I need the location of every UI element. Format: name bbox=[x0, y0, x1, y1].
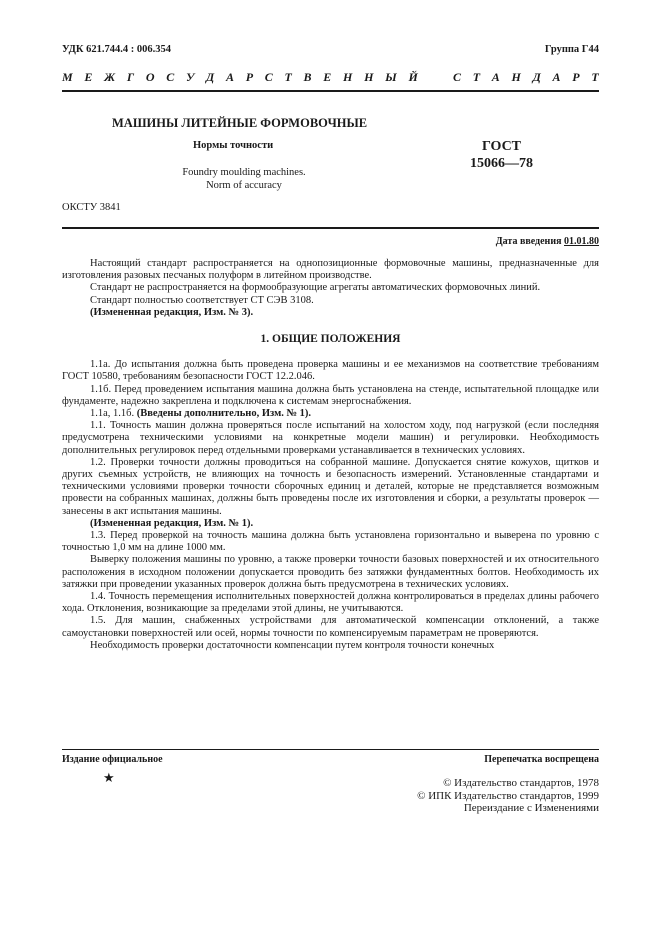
document-body bbox=[62, 258, 599, 652]
intro-paragraph-3: Стандарт полностью соответствует СТ СЭВ 3108. bbox=[90, 294, 314, 306]
intro-paragraph-1: Настоящий стандарт распространяется на однопозиционные формовочные машины, предназначенные для изготовления разовых песчаных полуформ в литейном производстве. bbox=[62, 258, 599, 282]
gost-designation bbox=[470, 138, 533, 172]
document-title: МАШИНЫ ЛИТЕЙНЫЕ ФОРМОВОЧНЫЕ bbox=[112, 116, 368, 130]
banner-letter: М bbox=[62, 70, 73, 84]
clause-1-4: 1.4. Точность перемещения исполнительных поверхностей должна контролироваться в пределах длины рабочего хода. Отклонения, возникающие за пределами этой длины, не учитываются. bbox=[62, 591, 599, 615]
reissue-note: Переиздание с Изменениями bbox=[463, 802, 599, 814]
banner-letter: Е bbox=[323, 70, 332, 84]
banner-letter: А bbox=[491, 70, 500, 84]
clause-1-5-continued: Необходимость проверки достаточности компенсации путем контроля точности конечных bbox=[90, 639, 495, 651]
english-title-line2: Norm of accuracy bbox=[206, 180, 282, 191]
banner-letter: В bbox=[303, 70, 312, 84]
clause-1-1a: 1.1а. До испытания должна быть проведена проверка машины и ее механизмов на соответствие требованиям ГОСТ 10580, требованиям безопасности ГОСТ 12.2.046. bbox=[62, 359, 599, 383]
copyright-block bbox=[417, 777, 599, 815]
banner-letter: Н bbox=[343, 70, 353, 84]
banner-letter: Н bbox=[511, 70, 521, 84]
intro-paragraph-2: Стандарт не распространяется на формообразующие агрегаты автоматических формовочных линий. bbox=[90, 282, 541, 294]
document-subtitle: Нормы точности bbox=[193, 140, 274, 151]
clause-1-1ab-amendment: (Введены дополнительно, Изм. № 1). bbox=[136, 408, 312, 420]
clause-1-2-amendment: (Измененная редакция, Изм. № 1). bbox=[90, 517, 254, 529]
gost-label: ГОСТ bbox=[481, 139, 522, 154]
star-icon: ★ bbox=[103, 770, 115, 785]
banner-letter: Ы bbox=[385, 70, 397, 84]
clause-1-1: 1.1. Точность машин должна проверяться после испытаний на холостом ходу, под нагрузкой (если последняя предусмотрена техническими условиями на конкретные модели машин) и регулировки. Необходимость дополнительных регулировок перед отдельными проверками устанавливается в технических условиях. bbox=[62, 420, 599, 456]
banner-letter: Ж bbox=[104, 70, 116, 84]
banner-letter: С bbox=[166, 70, 175, 84]
official-edition-label: Издание официальное bbox=[62, 754, 163, 765]
banner-letter: Т bbox=[591, 70, 599, 84]
banner-letter: С bbox=[453, 70, 462, 84]
banner-letter: А bbox=[552, 70, 561, 84]
banner-letter: У bbox=[185, 70, 195, 84]
okstu-code: ОКСТУ 3841 bbox=[62, 202, 121, 213]
banner-letter: А bbox=[225, 70, 234, 84]
interstate-standard-banner bbox=[62, 70, 599, 85]
clause-1-3-continued: Выверку положения машины по уровню, а также проверки точности базовых поверхностей и их относительного расположения в исходном положении допускается проводить без затяжки фундаментных болтов. Необходимость их затяжки при проведении указанных проверок должна быть предусмотрена в технических условиях. bbox=[62, 554, 599, 590]
clause-1-1ab-note bbox=[62, 408, 599, 420]
banner-letter: Р bbox=[572, 70, 580, 84]
date-value: 01.01.80 bbox=[564, 236, 599, 247]
okstu-rule bbox=[62, 227, 599, 229]
english-title bbox=[164, 166, 324, 192]
clause-1-1b: 1.1б. Перед проведением испытания машина должна быть установлена на стенде, испытательной площадке или фундаменте, надежно закреплена и подключена к системам энергоснабжения. bbox=[62, 383, 599, 407]
banner-letter: Н bbox=[364, 70, 374, 84]
intro-amendment-note: (Измененная редакция, Изм. № 3). bbox=[90, 306, 254, 318]
banner-letter: Т bbox=[284, 70, 292, 84]
copyright-line-1: © Издательство стандартов, 1978 bbox=[443, 777, 599, 789]
clause-1-3: 1.3. Перед проверкой на точность машина должна быть установлена горизонтально и выверена по уровню с точностью 1,0 мм на длине 1000 мм. bbox=[62, 530, 599, 554]
english-title-line1: Foundry moulding machines. bbox=[182, 167, 306, 178]
clause-1-5: 1.5. Для машин, снабженных устройствами для автоматической компенсации отклонений, а также самоустановки поверхностей или осей, нормы точности по компенсируемым параметрам не проверяются. bbox=[62, 615, 599, 639]
footer-rule bbox=[62, 749, 599, 750]
banner-letter: О bbox=[145, 70, 155, 84]
udk-code: УДК 621.744.4 : 006.354 bbox=[62, 44, 171, 55]
date-label: Дата введения bbox=[495, 236, 562, 247]
banner-letter: Г bbox=[126, 70, 135, 84]
banner-letter: Д bbox=[206, 70, 215, 84]
copyright-line-2: © ИПК Издательство стандартов, 1999 bbox=[417, 789, 599, 802]
section-heading: 1. ОБЩИЕ ПОЛОЖЕНИЯ bbox=[260, 333, 401, 346]
banner-letter: Т bbox=[472, 70, 481, 84]
introduction-date bbox=[496, 236, 599, 247]
gost-number: 15066—78 bbox=[470, 156, 533, 171]
banner-letter: С bbox=[264, 70, 273, 84]
banner-letter: Е bbox=[84, 70, 93, 84]
reprint-prohibited-label: Перепечатка воспрещена bbox=[484, 754, 599, 765]
banner-letter: Д bbox=[532, 70, 541, 84]
clause-1-1ab-prefix: 1.1а, 1.1б. bbox=[90, 408, 135, 420]
banner-letter: Р bbox=[245, 70, 254, 84]
clause-1-2: 1.2. Проверки точности должны проводиться на собранной машине. Допускается снятие кожухов, щитков и других съемных устройств, не влияющих на точность и безопасность измерений. Установленные стандартами и техническими условиями проверки точности сборочных единиц и деталей, которые не представляется возможным провести на собранных машинах, должны быть проведены после их изготовления и сборки, а результаты проверок — занесены в акт испытания машины. bbox=[62, 456, 599, 517]
group-code: Группа Г44 bbox=[544, 44, 599, 55]
header-rule bbox=[62, 90, 599, 92]
banner-letter: Й bbox=[408, 70, 418, 84]
